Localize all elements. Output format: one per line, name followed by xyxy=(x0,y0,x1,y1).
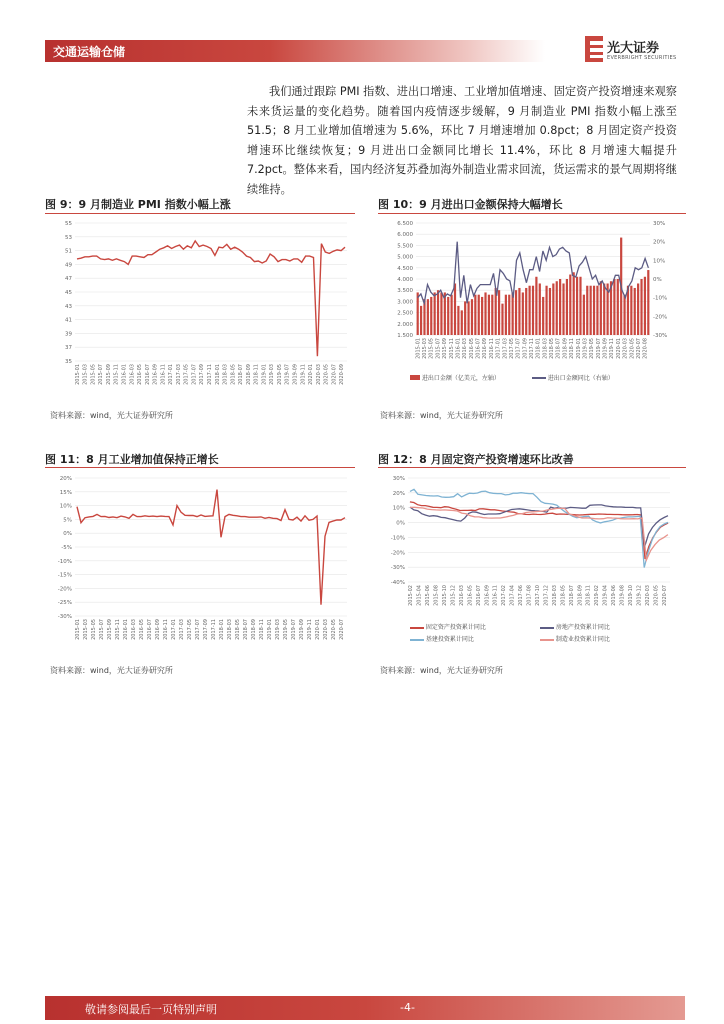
x-tick-label: 2018-05 xyxy=(549,338,556,359)
legend-label: 制造业投资累计同比 xyxy=(555,636,610,643)
industrial-value-chart xyxy=(45,470,355,655)
bar xyxy=(539,283,541,335)
x-tick-label: 2018-11 xyxy=(259,619,265,640)
x-tick-label: 2017-02 xyxy=(501,585,508,606)
legend-swatch-bar xyxy=(410,375,420,380)
x-tick-label: 2019-09 xyxy=(299,619,305,640)
x-tick-label: 2017-09 xyxy=(199,364,206,385)
y-tick-label: 20% xyxy=(392,490,405,497)
x-tick-label: 2019-02 xyxy=(594,585,601,606)
x-tick-label: 2017-12 xyxy=(543,585,550,606)
bar xyxy=(471,299,473,335)
x-tick-label: 2017-04 xyxy=(509,585,516,606)
bar xyxy=(501,304,503,335)
x-tick-label: 2018-03 xyxy=(227,619,233,640)
x-tick-label: 2018-09 xyxy=(251,619,257,640)
logo-mark-icon xyxy=(585,36,603,62)
y-tick-label: -15% xyxy=(57,572,72,579)
x-tick-label: 2015-05 xyxy=(91,619,97,640)
trade-legend xyxy=(410,373,614,382)
y-tick-label: 43 xyxy=(65,303,72,310)
x-tick-label: 2017-01 xyxy=(171,619,177,640)
figure-11-source: 资料来源：wind，光大证券研究所 xyxy=(50,666,173,675)
x-tick-label: 2020-07 xyxy=(635,338,642,359)
x-tick-label: 2018-07 xyxy=(243,619,249,640)
bar xyxy=(590,286,592,335)
x-tick-label: 2015-11 xyxy=(113,364,120,385)
y-tick-label: 2.000 xyxy=(397,321,413,328)
y-tick-label: -25% xyxy=(57,600,72,607)
y-tick-label: 51 xyxy=(65,248,72,255)
bar xyxy=(447,297,449,335)
x-tick-label: 2015-03 xyxy=(82,364,89,385)
y-tick-label: 39 xyxy=(65,331,72,338)
x-tick-label: 2020-03 xyxy=(622,338,629,359)
x-tick-label: 2017-07 xyxy=(515,338,522,359)
y-tick-label: 20% xyxy=(59,476,72,482)
bar xyxy=(440,292,442,335)
series-line xyxy=(410,489,668,567)
bar xyxy=(600,281,602,335)
figure-9-title: 图 9：9 月制造业 PMI 指数小幅上涨 xyxy=(45,198,231,211)
bar xyxy=(583,295,585,335)
figure-10-title: 图 10：9 月进出口金额保持大幅增长 xyxy=(378,198,563,211)
x-tick-label: 2019-01 xyxy=(575,338,582,359)
x-tick-label: 2019-03 xyxy=(269,364,276,385)
figure-9-source: 资料来源：wind，光大证券研究所 xyxy=(50,411,173,420)
x-tick-label: 2019-11 xyxy=(300,364,307,385)
x-tick-label: 2016-03 xyxy=(129,364,136,385)
y2-tick-label: -20% xyxy=(653,314,668,321)
x-tick-label: 2018-01 xyxy=(214,364,221,385)
x-tick-label: 2017-11 xyxy=(211,619,217,640)
x-tick-label: 2018-03 xyxy=(222,364,229,385)
figure-12-source: 资料来源：wind，光大证券研究所 xyxy=(380,666,503,675)
bar xyxy=(491,295,493,335)
x-tick-label: 2015-01 xyxy=(75,619,81,640)
x-tick-label: 2020-03 xyxy=(315,364,322,385)
x-tick-label: 2019-09 xyxy=(292,364,299,385)
x-tick-label: 2016-03 xyxy=(458,585,465,606)
x-tick-label: 2020-07 xyxy=(339,619,345,640)
bar xyxy=(623,295,625,335)
y-tick-label: 2.500 xyxy=(397,310,413,317)
y-tick-label: 3.500 xyxy=(397,288,413,295)
y-tick-label: 5% xyxy=(63,517,72,524)
x-tick-label: 2020-05 xyxy=(323,364,330,385)
x-tick-label: 2016-11 xyxy=(163,619,169,640)
x-tick-label: 2019-11 xyxy=(307,619,313,640)
y-tick-label: 15% xyxy=(59,489,72,496)
bar xyxy=(579,277,581,335)
y-tick-label: 10% xyxy=(59,503,72,510)
x-tick-label: 2017-01 xyxy=(495,338,502,359)
bar xyxy=(474,295,476,335)
figure-12-title: 图 12：8 月固定资产投资增速环比改善 xyxy=(378,453,574,466)
x-tick-label: 2015-06 xyxy=(425,585,432,606)
y-tick-label: -20% xyxy=(57,586,72,593)
x-tick-label: 2018-07 xyxy=(568,585,575,606)
legend-line-swatch xyxy=(410,639,424,641)
figure-12-rule xyxy=(378,467,686,468)
figure-10-rule xyxy=(378,213,686,214)
x-tick-label: 2018-01 xyxy=(219,619,225,640)
bar xyxy=(444,292,446,335)
legend-label: 固定资产投资累计同比 xyxy=(425,624,486,631)
x-tick-label: 2017-05 xyxy=(187,619,193,640)
x-tick-label: 2020-01 xyxy=(615,338,622,359)
page-number: -4- xyxy=(400,1001,415,1014)
bar xyxy=(593,286,595,335)
x-tick-label: 2017-09 xyxy=(522,338,529,359)
y-tick-label: 4.000 xyxy=(397,277,413,283)
x-tick-label: 2018-09 xyxy=(245,364,252,385)
x-tick-label: 2018-01 xyxy=(535,338,542,359)
bar xyxy=(535,277,537,335)
bar xyxy=(434,292,436,335)
x-tick-label: 2019-03 xyxy=(582,338,589,359)
bar xyxy=(437,290,439,335)
x-tick-label: 2017-09 xyxy=(203,619,209,640)
bar xyxy=(552,283,554,335)
x-tick-label: 2015-07 xyxy=(98,364,105,385)
x-tick-label: 2015-05 xyxy=(90,364,97,385)
y-tick-label: -5% xyxy=(61,545,72,551)
bar xyxy=(451,295,453,335)
x-tick-label: 2018-11 xyxy=(253,364,260,385)
bar xyxy=(637,283,639,335)
x-tick-label: 2018-05 xyxy=(560,585,567,606)
logo-text-en: EVERBRIGHT SECURITIES xyxy=(607,55,677,61)
fixed-investment-chart xyxy=(378,470,686,620)
x-tick-label: 2020-09 xyxy=(339,364,346,385)
y-tick-label: -10% xyxy=(57,558,72,565)
x-tick-label: 2016-05 xyxy=(137,364,144,385)
x-tick-label: 2020-05 xyxy=(653,585,660,606)
x-tick-label: 2015-01 xyxy=(74,364,81,385)
bar xyxy=(617,279,619,335)
bar xyxy=(484,292,486,335)
y-tick-label: 1.500 xyxy=(397,333,413,339)
x-tick-label: 2015-04 xyxy=(416,585,423,606)
legend-label-amount: 进出口金额（亿美元，左轴） xyxy=(421,375,500,382)
section-title: 交通运输仓储 xyxy=(53,45,126,59)
x-tick-label: 2015-07 xyxy=(435,338,442,359)
x-tick-label: 2019-08 xyxy=(619,585,626,606)
x-tick-label: 2018-09 xyxy=(562,338,569,359)
x-tick-label: 2017-07 xyxy=(195,619,201,640)
y-tick-label: 53 xyxy=(65,234,72,241)
bar xyxy=(647,270,649,335)
figure-9-rule xyxy=(45,213,355,214)
trade-chart xyxy=(378,215,686,390)
bar xyxy=(603,283,605,335)
bar xyxy=(420,306,422,335)
bar xyxy=(545,286,547,335)
bar xyxy=(464,301,466,335)
x-tick-label: 2017-05 xyxy=(508,338,515,359)
x-tick-label: 2016-09 xyxy=(484,585,491,606)
x-tick-label: 2016-01 xyxy=(455,338,462,359)
x-tick-label: 2018-11 xyxy=(569,338,576,359)
y-tick-label: -40% xyxy=(390,580,405,586)
x-tick-label: 2019-09 xyxy=(602,338,609,359)
bar xyxy=(559,279,561,335)
bar xyxy=(634,288,636,335)
y2-tick-label: 30% xyxy=(653,221,666,227)
x-tick-label: 2015-09 xyxy=(442,338,449,359)
legend-label: 房地产投资累计同比 xyxy=(555,624,610,631)
x-tick-label: 2018-03 xyxy=(551,585,558,606)
x-tick-label: 2015-11 xyxy=(115,619,121,640)
bar xyxy=(522,292,524,335)
y2-tick-label: 10% xyxy=(653,258,666,265)
series-line xyxy=(77,241,345,356)
x-tick-label: 2015-05 xyxy=(428,338,435,359)
body-paragraph: 我们通过跟踪 PMI 指数、进出口增速、工业增加值增速、固定资产投资增速来观察未来货运量的变化趋势。随着国内疫情逐步缓解，9 月制造业 PMI 指数小幅上涨至 51.5；8 月工业增加值增速为 5.6%，环比 7 月增速增加 0.8pct；8 月固定资产投资增速环比继续恢复；9 月进出口金额同比增长 11.4%，环比 8 月增速大幅提升 7.2pct。整体来看，国内经济复苏叠加海外制造业需求回流，货运需求的景气周期将继续维持。 xyxy=(247,85,677,196)
y-tick-label: 47 xyxy=(65,276,72,283)
x-tick-label: 2020-07 xyxy=(661,585,668,606)
x-tick-label: 2016-01 xyxy=(121,364,128,385)
x-tick-label: 2016-05 xyxy=(467,585,474,606)
legend-item xyxy=(540,622,610,634)
bar xyxy=(518,288,520,335)
x-tick-label: 2017-11 xyxy=(207,364,213,385)
x-tick-label: 2019-12 xyxy=(636,585,643,606)
x-tick-label: 2016-11 xyxy=(492,585,499,606)
x-tick-label: 2020-03 xyxy=(323,619,329,640)
y2-tick-label: 20% xyxy=(653,239,666,246)
y-tick-label: 5.500 xyxy=(397,243,413,250)
bar xyxy=(457,306,459,335)
footer-disclaimer: 敬请参阅最后一页特别声明 xyxy=(85,1003,217,1016)
legend-line-swatch xyxy=(540,639,554,641)
x-tick-label: 2015-03 xyxy=(83,619,89,640)
y-tick-label: 10% xyxy=(392,505,405,512)
y-tick-label: -30% xyxy=(57,614,72,620)
y-tick-label: -10% xyxy=(390,535,405,542)
x-tick-label: 2019-03 xyxy=(275,619,281,640)
x-tick-label: 2016-07 xyxy=(144,364,151,385)
legend-item xyxy=(540,634,610,646)
y-tick-label: -30% xyxy=(390,565,405,572)
x-tick-label: 2016-05 xyxy=(468,338,475,359)
bar xyxy=(573,272,575,335)
bar xyxy=(525,288,527,335)
x-tick-label: 2015-01 xyxy=(415,338,422,359)
y-tick-label: 35 xyxy=(65,359,72,365)
x-tick-label: 2019-11 xyxy=(609,338,616,359)
bar xyxy=(515,290,517,335)
x-tick-label: 2017-11 xyxy=(529,338,535,359)
x-tick-label: 2020-05 xyxy=(331,619,337,640)
bar xyxy=(512,292,514,335)
x-tick-label: 2017-06 xyxy=(518,585,525,606)
bar xyxy=(630,286,632,335)
x-tick-label: 2016-11 xyxy=(488,338,495,359)
x-tick-label: 2017-03 xyxy=(502,338,509,359)
x-tick-label: 2015-02 xyxy=(408,585,415,606)
x-tick-label: 2019-07 xyxy=(291,619,297,640)
legend-item xyxy=(410,634,474,646)
x-tick-label: 2017-08 xyxy=(526,585,533,606)
x-tick-label: 2018-05 xyxy=(235,619,241,640)
figure-11-title: 图 11：8 月工业增加值保持正增长 xyxy=(45,453,219,466)
x-tick-label: 2020-07 xyxy=(331,364,338,385)
bar xyxy=(498,290,500,335)
y-tick-label: 49 xyxy=(65,262,72,269)
y-tick-label: 6.500 xyxy=(397,221,413,227)
x-tick-label: 2018-09 xyxy=(577,585,584,606)
logo-text-cn: 光大证券 xyxy=(607,41,660,56)
y-tick-label: 3.000 xyxy=(397,299,413,306)
bar xyxy=(529,286,531,335)
y-tick-label: 5.000 xyxy=(397,254,413,261)
bar xyxy=(549,288,551,335)
bar xyxy=(430,297,432,335)
x-tick-label: 2019-05 xyxy=(283,619,289,640)
bar xyxy=(508,295,510,335)
company-logo xyxy=(585,36,685,66)
x-tick-label: 2020-05 xyxy=(629,338,636,359)
x-tick-label: 2019-07 xyxy=(284,364,291,385)
x-tick-label: 2016-01 xyxy=(123,619,129,640)
x-tick-label: 2019-05 xyxy=(589,338,596,359)
bar xyxy=(556,281,558,335)
bar xyxy=(562,283,564,335)
x-tick-label: 2015-11 xyxy=(448,338,455,359)
x-tick-label: 2016-05 xyxy=(139,619,145,640)
bar xyxy=(417,292,419,335)
y-tick-label: 30% xyxy=(392,476,405,482)
y-tick-label: 0% xyxy=(63,531,72,538)
y-tick-label: 55 xyxy=(65,221,72,227)
bar xyxy=(454,283,456,335)
bar xyxy=(427,299,429,335)
page-footer xyxy=(45,996,685,1020)
x-tick-label: 2017-03 xyxy=(179,619,185,640)
x-tick-label: 2018-07 xyxy=(238,364,245,385)
x-tick-label: 2015-12 xyxy=(450,585,457,606)
x-tick-label: 2018-03 xyxy=(542,338,549,359)
bar xyxy=(542,297,544,335)
x-tick-label: 2020-01 xyxy=(315,619,321,640)
bar xyxy=(586,286,588,335)
legend-label-yoy: 进出口金额同比（右轴） xyxy=(547,375,614,382)
bar xyxy=(613,279,615,335)
bar xyxy=(467,301,469,335)
x-tick-label: 2016-07 xyxy=(147,619,153,640)
x-tick-label: 2015-09 xyxy=(107,619,113,640)
x-tick-label: 2016-09 xyxy=(152,364,159,385)
legend-line-swatch xyxy=(540,627,554,629)
x-tick-label: 2019-04 xyxy=(602,585,609,606)
x-tick-label: 2017-07 xyxy=(191,364,198,385)
y-tick-label: 0% xyxy=(396,520,405,527)
bar xyxy=(596,286,598,335)
figure-11-rule xyxy=(45,467,355,468)
x-tick-label: 2016-07 xyxy=(475,338,482,359)
x-tick-label: 2017-05 xyxy=(183,364,190,385)
x-tick-label: 2016-09 xyxy=(482,338,489,359)
x-tick-label: 2016-09 xyxy=(155,619,161,640)
x-tick-label: 2020-08 xyxy=(642,338,649,359)
section-header-bar xyxy=(45,40,545,62)
bar xyxy=(481,297,483,335)
y-tick-label: -20% xyxy=(390,550,405,557)
figure-10-source: 资料来源：wind，光大证券研究所 xyxy=(380,411,503,420)
x-tick-label: 2016-03 xyxy=(131,619,137,640)
x-tick-label: 2017-01 xyxy=(168,364,175,385)
bar xyxy=(644,277,646,335)
x-tick-label: 2020-03 xyxy=(644,585,651,606)
y2-tick-label: -10% xyxy=(653,295,668,302)
bar xyxy=(461,310,463,335)
legend-label: 基建投资累计同比 xyxy=(425,636,474,643)
x-tick-label: 2019-05 xyxy=(276,364,283,385)
x-tick-label: 2015-10 xyxy=(442,585,449,606)
bar xyxy=(488,295,490,335)
bar xyxy=(566,279,568,335)
bar xyxy=(569,275,571,335)
legend-item xyxy=(410,622,486,634)
x-tick-label: 2018-05 xyxy=(230,364,237,385)
x-tick-label: 2019-06 xyxy=(611,585,618,606)
y2-tick-label: 0% xyxy=(653,277,662,283)
x-tick-label: 2015-09 xyxy=(105,364,112,385)
x-tick-label: 2019-10 xyxy=(627,585,634,606)
bar xyxy=(576,277,578,335)
x-tick-label: 2016-03 xyxy=(462,338,469,359)
x-tick-label: 2018-11 xyxy=(585,585,592,606)
x-tick-label: 2016-07 xyxy=(475,585,482,606)
bar xyxy=(505,295,507,335)
legend-swatch-line xyxy=(532,377,546,379)
y2-tick-label: -30% xyxy=(653,333,668,339)
y-tick-label: 6.000 xyxy=(397,232,413,239)
x-tick-label: 2019-01 xyxy=(267,619,273,640)
x-tick-label: 2015-03 xyxy=(422,338,429,359)
x-tick-label: 2020-01 xyxy=(308,364,315,385)
x-tick-label: 2017-03 xyxy=(175,364,182,385)
x-tick-label: 2016-11 xyxy=(160,364,167,385)
y-tick-label: 41 xyxy=(65,317,72,324)
x-tick-label: 2017-10 xyxy=(535,585,541,606)
x-tick-label: 2019-07 xyxy=(595,338,602,359)
pmi-chart xyxy=(45,215,355,400)
y-tick-label: 37 xyxy=(65,345,72,352)
x-tick-label: 2019-01 xyxy=(261,364,268,385)
x-tick-label: 2015-08 xyxy=(433,585,440,606)
x-tick-label: 2015-07 xyxy=(99,619,105,640)
bar xyxy=(478,295,480,335)
y-tick-label: 4.500 xyxy=(397,265,413,272)
bar xyxy=(640,279,642,335)
x-tick-label: 2018-07 xyxy=(555,338,562,359)
y-tick-label: 45 xyxy=(65,290,72,296)
legend-line-swatch xyxy=(410,627,424,629)
bar xyxy=(532,286,534,335)
